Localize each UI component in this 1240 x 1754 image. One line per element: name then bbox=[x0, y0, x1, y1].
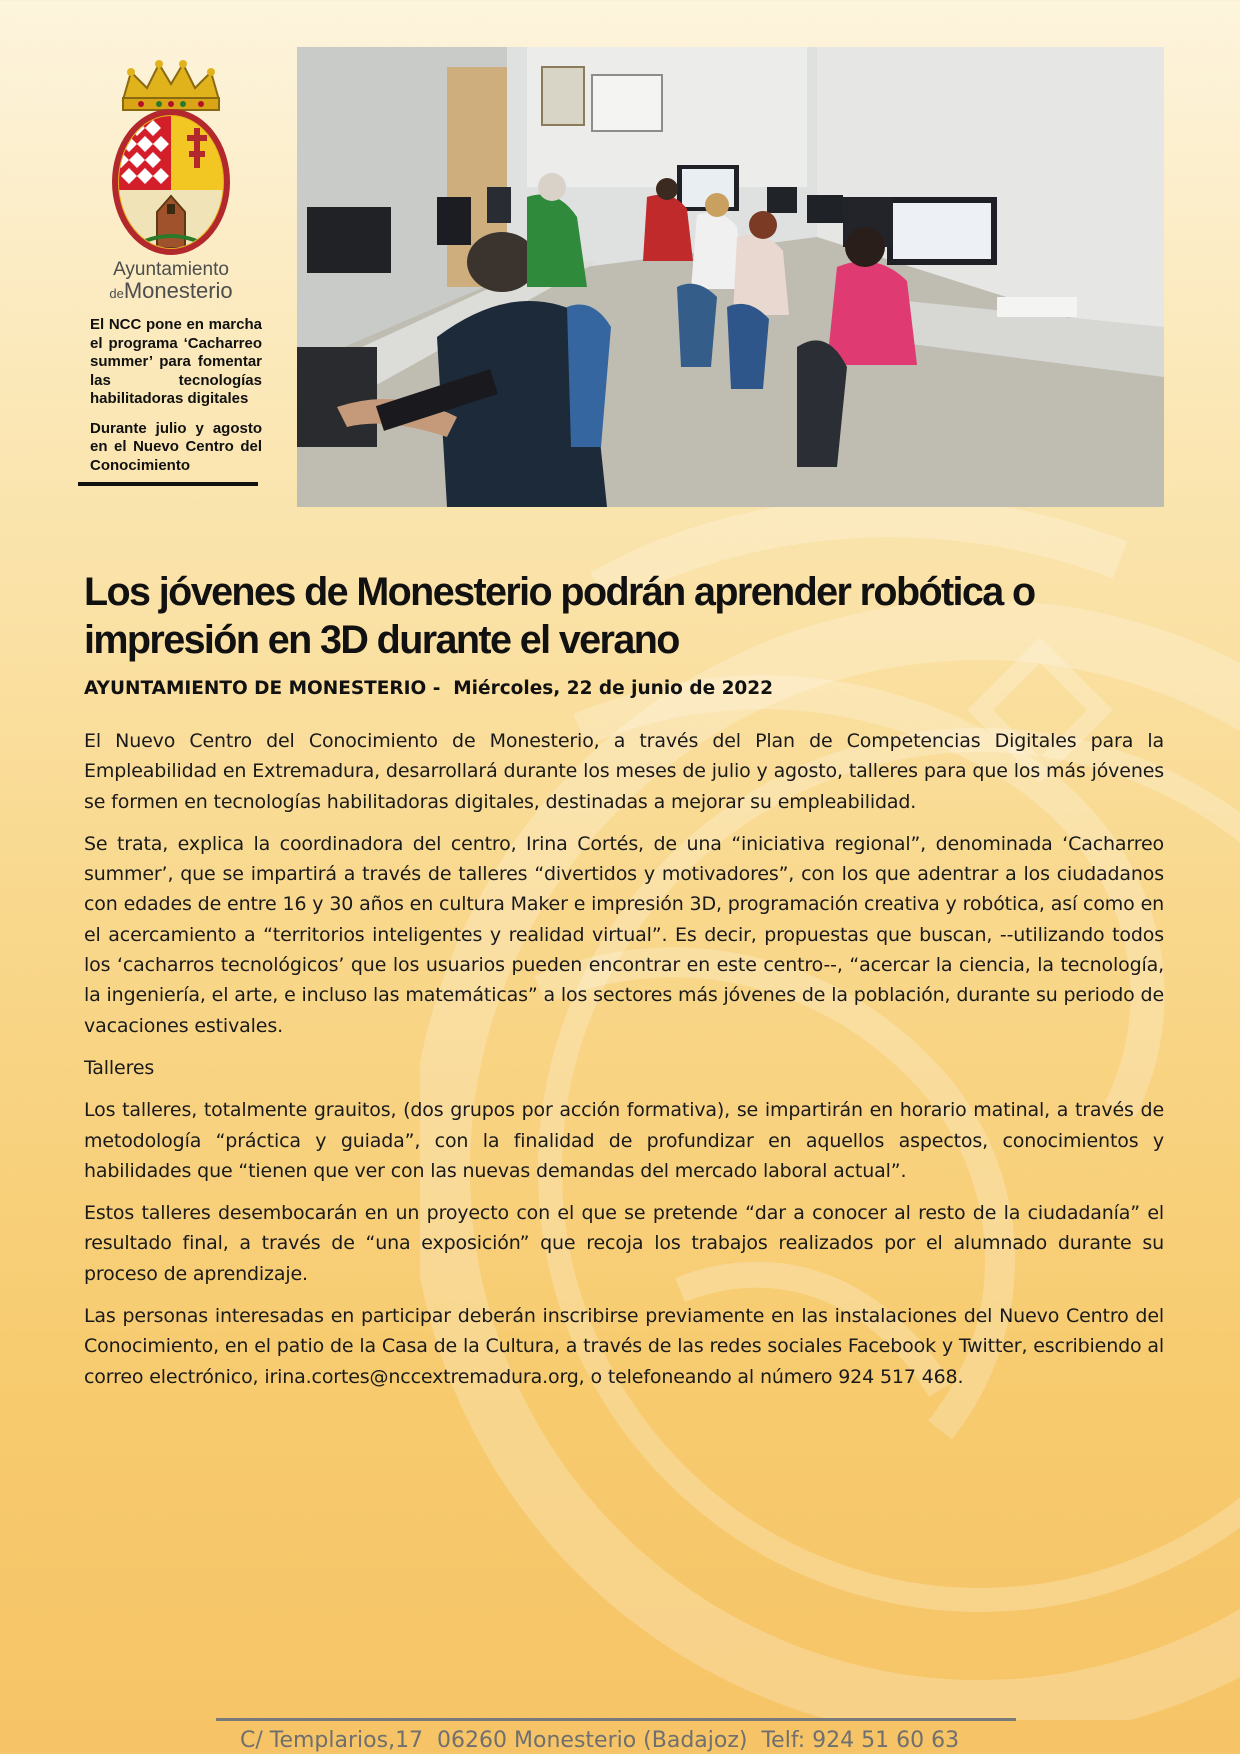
wordmark-name: Monesterio bbox=[123, 278, 233, 303]
sidebar-lead-2: Durante julio y agosto en el Nuevo Centro del Conocimiento bbox=[90, 419, 262, 474]
wordmark-de: de bbox=[109, 286, 124, 301]
wordmark-line2 bbox=[78, 280, 264, 302]
article-paragraph: Estos talleres desembocarán en un proyecto con el que se pretende “dar a conocer al resto de la ciudadanía” el resultado final, a través de “una exposición” que recoja los trabajos realizados por el alumnado durante su proceso de aprendizaje. bbox=[84, 1202, 1164, 1285]
article-paragraph: Los talleres, totalmente grauitos, (dos grupos por acción formativa), se impartirán en horario matinal, a través de metodología “práctica y guiada”, con la finalidad de profundizar en aquellos aspectos, conocimientos y habilidades que “tienen que ver con las nuevas demandas del mercado laboral actual”. bbox=[84, 1099, 1164, 1182]
article-paragraph: Se trata, explica la coordinadora del centro, Irina Cortés, de una “iniciativa regional”, denominada ‘Cacharreo summer’, que se impartirá a través de talleres “divertidos y motivadores”, con los que adentrar a los ciudadanos con edades de entre 16 y 30 años en cultura Maker e impresión 3D, programación creativa y robótica, así como en el acercamiento a “territorios inteligentes y realidad virtual”. Es decir, propuestas que buscan, --utilizando todos los ‘cacharros tecnológicos’ que los usuarios pueden encontrar en este centro--, “acercar la ciencia, la tecnología, la ingeniería, el arte, e incluso las matemáticas” a los sectores más jóvenes de la población, durante su periodo de vacaciones estivales. bbox=[84, 832, 1164, 1037]
article-headline: Los jóvenes de Monesterio podrán aprender robótica o impresión en 3D durante el verano bbox=[84, 570, 1035, 662]
sidebar-lead-1: El NCC pone en marcha el programa ‘Cacharreo summer’ para fomentar las tecnologías habilitadoras digitales bbox=[90, 316, 262, 407]
article-byline: AYUNTAMIENTO DE MONESTERIO - Miércoles, 22 de junio de 2022 bbox=[84, 678, 774, 699]
sidebar-divider bbox=[78, 482, 258, 486]
article-subheading: Talleres bbox=[84, 1056, 155, 1079]
municipality-wordmark bbox=[78, 260, 264, 302]
footer-divider bbox=[216, 1718, 1016, 1721]
article-paragraph: El Nuevo Centro del Conocimiento de Monesterio, a través del Plan de Competencias Digitales para la Empleabilidad en Extremadura, desarrollará durante los meses de julio y agosto, talleres para que los más jóvenes se formen en tecnologías habilitadoras digitales, destinadas a mejorar su empleabilidad. bbox=[84, 730, 1164, 813]
crown-icon bbox=[123, 60, 219, 110]
article-paragraph: Las personas interesadas en participar deberán inscribirse previamente en las instalaciones del Nuevo Centro del Conocimiento, en el patio de la Casa de la Cultura, a través de las redes sociales Facebook y Twitter, escribiendo al correo electrónico, irina.cortes@nccextremadura.org, o telefoneando al número 924 517 468. bbox=[84, 1305, 1164, 1388]
computer-classroom-photo bbox=[297, 47, 1164, 507]
article-body bbox=[84, 726, 1164, 1404]
sidebar bbox=[78, 58, 264, 486]
article-photo bbox=[297, 47, 1164, 507]
footer-address: C/ Templarios,17 06260 Monesterio (Badajoz) Telf: 924 51 60 63 bbox=[240, 1728, 960, 1753]
wordmark-line1: Ayuntamiento bbox=[113, 259, 229, 280]
coat-of-arms-icon bbox=[101, 58, 241, 258]
